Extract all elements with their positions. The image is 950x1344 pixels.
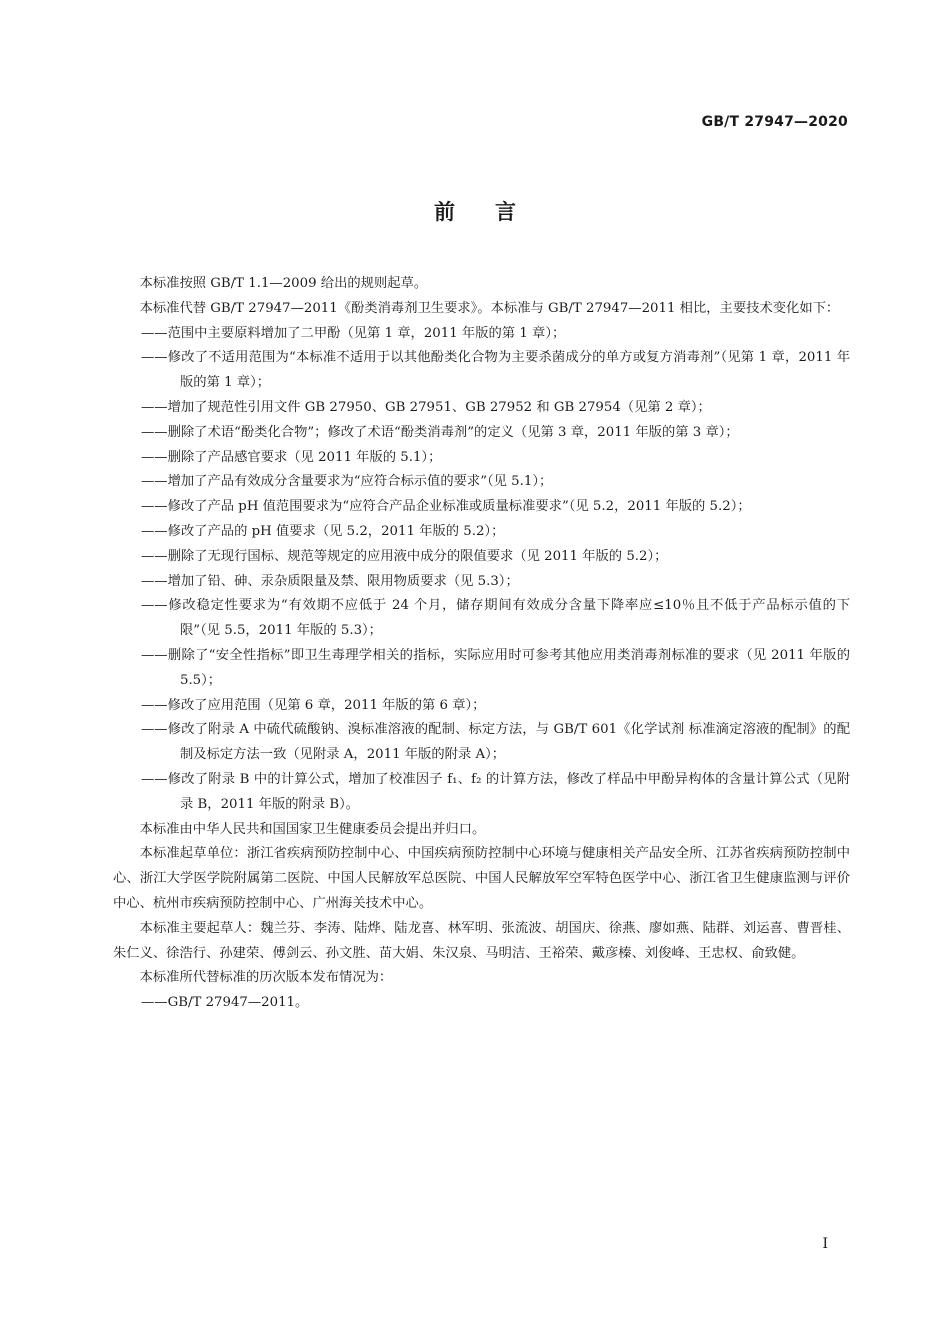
document-body xyxy=(113,272,850,1016)
page-title: 前言 xyxy=(434,200,556,224)
history-item: ——GB/T 27947—2011。 xyxy=(141,995,309,1011)
paragraph: 本标准主要起草人：魏兰芬、李涛、陆烨、陆龙喜、林军明、张流波、胡国庆、徐燕、廖如燕、陆群、刘运喜、曹晋桂、朱仁义、徐浩行、孙建荣、傅剑云、孙文胜、苗大娟、朱汉泉、马明洁、王裕荣、戴彦榛、刘俊峰、王忠权、俞致健。 xyxy=(113,920,850,961)
paragraph: 本标准由中华人民共和国国家卫生健康委员会提出并归口。 xyxy=(139,821,486,837)
change-item: ——范围中主要原料增加了二甲酚（见第 1 章，2011 年版的第 1 章）； xyxy=(141,325,566,341)
change-item: ——删除了术语“酚类化合物”；修改了术语“酚类消毒剂”的定义（见第 3 章，2011 年版的第 3 章）； xyxy=(141,424,739,440)
change-item: ——修改了产品 pH 值范围要求为“应符合产品企业标准或质量标准要求”（见 5.2，2011 年版的 5.2）； xyxy=(141,499,751,515)
change-item: ——修改稳定性要求为“有效期不应低于 24 个月，储存期间有效成分含量下降率应≤10％且不低于产品标示值的下限”（见 5.5，2011 年版的 5.3）； xyxy=(141,598,850,639)
change-item: ——删除了“安全性指标”即卫生毒理学相关的指标，实际应用时可参考其他应用类消毒剂标准的要求（见 2011 年版的 5.5）； xyxy=(141,647,850,688)
paragraph: 本标准按照 GB/T 1.1—2009 给出的规则起草。 xyxy=(139,276,428,291)
paragraph: 本标准起草单位：浙江省疾病预防控制中心、中国疾病预防控制中心环境与健康相关产品安全所、江苏省疾病预防控制中心、浙江大学医学院附属第二医院、中国人民解放军总医院、中国人民解放军空军特色医学中心、浙江省卫生健康监测与评价中心、杭州市疾病预防控制中心、广州海关技术中心。 xyxy=(113,846,850,911)
page-number: I xyxy=(822,1236,828,1252)
change-item: ——增加了规范性引用文件 GB 27950、GB 27951、GB 27952 和 GB 27954（见第 2 章）； xyxy=(141,399,711,415)
change-item: ——删除了无现行国标、规范等规定的应用液中成分的限值要求（见 2011 年版的 5.2）； xyxy=(141,548,668,564)
change-item: ——修改了产品的 pH 值要求（见 5.2，2011 年版的 5.2）； xyxy=(141,523,505,539)
change-item: ——删除了产品感官要求（见 2011 年版的 5.1）； xyxy=(141,449,442,465)
paragraph: 本标准代替 GB/T 27947—2011《酚类消毒剂卫生要求》。本标准与 GB/T 27947—2011 相比，主要技术变化如下： xyxy=(139,300,840,316)
paragraph: 本标准所代替标准的历次版本发布情况为： xyxy=(139,970,393,986)
change-item: ——修改了应用范围（见第 6 章，2011 年版的第 6 章）； xyxy=(141,697,486,713)
change-item: ——修改了附录 A 中硫代硫酸钠、溴标准溶液的配制、标定方法，与 GB/T 601《化学试剂 标准滴定溶液的配制》的配制及标定方法一致（见附录 A，2011 年版的附录 A）； xyxy=(141,722,850,763)
change-item: ——增加了铅、砷、汞杂质限量及禁、限用物质要求（见 5.3）； xyxy=(141,573,519,589)
standard-number: GB/T 27947—2020 xyxy=(701,114,848,130)
change-item: ——修改了附录 B 中的计算公式，增加了校准因子 f₁、f₂ 的计算方法，修改了样品中甲酚异构体的含量计算公式（见附录 B，2011 年版的附录 B）。 xyxy=(141,771,850,812)
change-item: ——修改了不适用范围为“本标准不适用于以其他酚类化合物为主要杀菌成分的单方或复方消毒剂”（见第 1 章，2011 年版的第 1 章）； xyxy=(141,350,850,391)
change-item: ——增加了产品有效成分含量要求为“应符合标示值的要求”（见 5.1）； xyxy=(141,474,553,490)
